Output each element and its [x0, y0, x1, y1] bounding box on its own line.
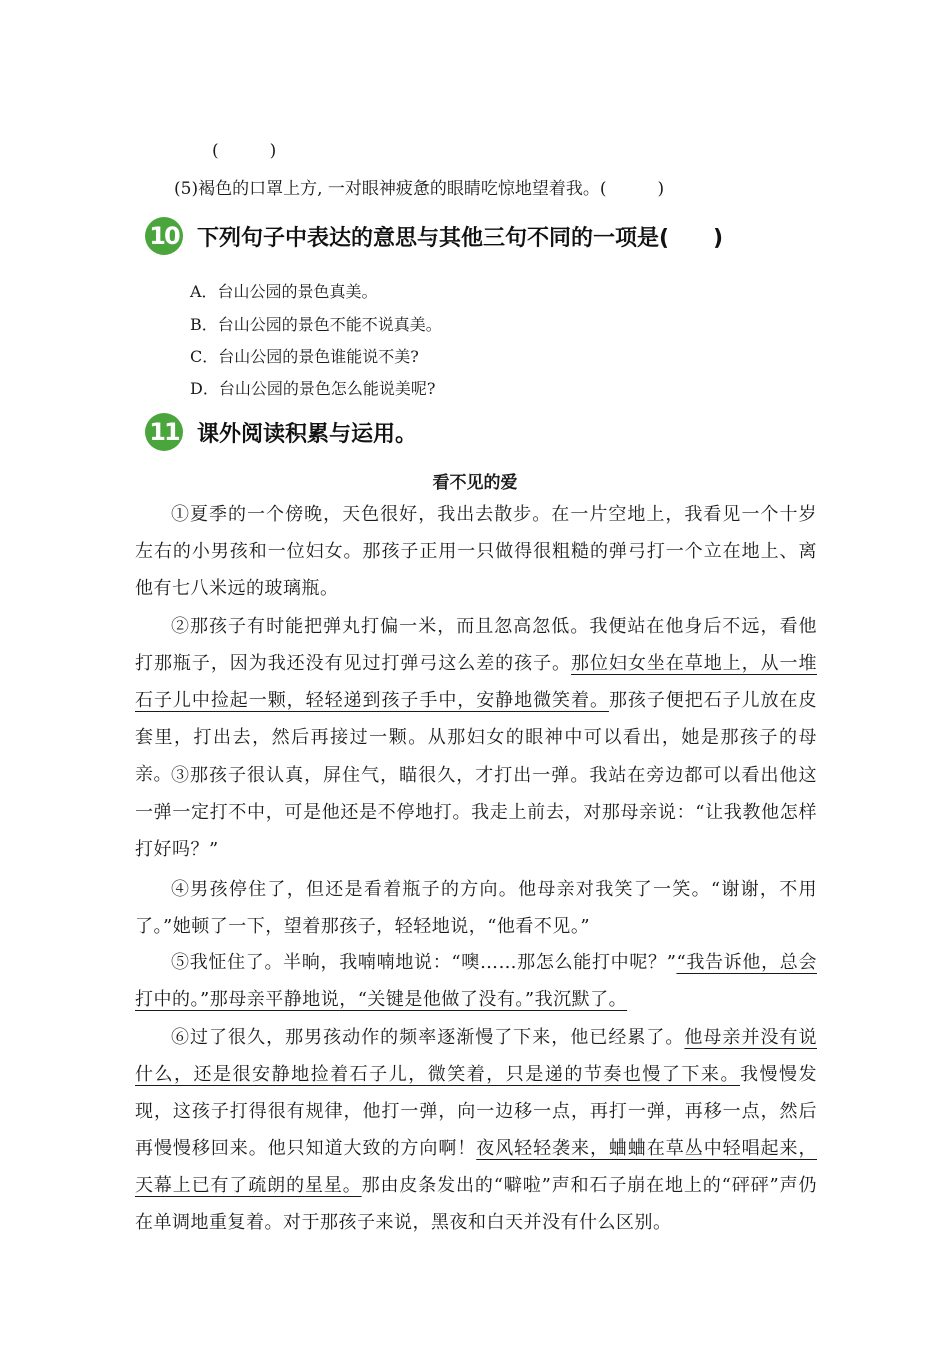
paragraph-6-text: ⑥过了很久，那男孩动作的频率逐渐慢了下来，他已经累了。: [171, 1027, 685, 1048]
paragraph-1: ①夏季的一个傍晚，天色很好，我出去散步。在一片空地上，我看见一个十岁左右的小男孩和一位妇女。那孩子正用一只做得很粗糙的弹弓打一个立在地上、离他有七八米远的玻璃瓶。: [135, 504, 817, 599]
underlined-sentence: 他母亲并没有说什么，还是很安静地捡着石子儿，微笑着，只是递的节奏也慢了下来。: [135, 1027, 817, 1085]
question-number-badge: 11: [145, 413, 183, 451]
question-item-5: (5)褐色的口罩上方, 一对眼神疲惫的眼睛吃惊地望着我。( ): [174, 179, 665, 199]
paragraph-5-text: ⑤我怔住了。半晌，我喃喃地说：“噢……那怎么能打中呢？”: [171, 952, 677, 973]
option-d: D．台山公园的景色怎么能说美呢?: [190, 379, 436, 398]
paragraph-5: [135, 944, 817, 1018]
paragraph-6-text-mid: 我慢慢发现，这孩子打得很有规律，他打一弹，向一边移一点，再打一弹，再移一点，然后再慢慢移回来。他只知道大致的方向啊！: [135, 1064, 817, 1159]
question-11-header: [145, 412, 417, 452]
paragraph-2-text-end: 那孩子便把石子儿放在皮套里，打出去，然后再接过一颗。从那妇女的眼神中可以看出，她是那孩子的母亲。: [135, 690, 818, 785]
question-10-header: [145, 216, 723, 256]
paragraph-4: ④男孩停住了，但还是看着瓶子的方向。他母亲对我笑了一笑。“谢谢，不用了。”她顿了一下，望着那孩子，轻轻地说，“他看不见。”: [135, 879, 817, 937]
question-number-badge: 10: [145, 217, 183, 255]
question-11-text: 课外阅读积累与运用。: [197, 421, 418, 447]
option-c: C．台山公园的景色谁能说不美?: [190, 347, 419, 366]
option-a: A．台山公园的景色真美。: [190, 282, 378, 301]
paragraph-2-text: ②那孩子有时能把弹丸打偏一米，而且忽高忽低。我便站在他身后不远，看他打那瓶子，因为我还没有见过打弹弓这么差的孩子。: [135, 616, 817, 674]
paragraph-6-text-end: 那由皮条发出的“噼啦”声和石子崩在地上的“砰砰”声仍在单调地重复着。对于那孩子来说，黑夜和白天并没有什么区别。: [135, 1175, 818, 1233]
article-title: 看不见的爱: [432, 473, 518, 493]
option-b: B．台山公园的景色不能不说真美。: [190, 315, 442, 334]
answer-parentheses: ( ): [212, 141, 277, 161]
underlined-sentence: “我告诉他，总会打中的。”那母亲平静地说，“关键是他做了没有。”我沉默了。: [135, 952, 817, 1010]
question-10-text: 下列句子中表达的意思与其他三句不同的一项是( ): [197, 225, 724, 251]
paragraph-6: [135, 1019, 817, 1241]
paragraph-3: ③那孩子很认真，屏住气，瞄很久，才打出一弹。我站在旁边都可以看出他这一弹一定打不中，可是他还是不停地打。我走上前去，对那母亲说：“让我教他怎样打好吗？”: [135, 765, 817, 860]
underlined-sentence: 夜风轻轻袭来，蛐蛐在草丛中轻唱起来，天幕上已有了疏朗的星星。: [135, 1138, 818, 1196]
underlined-sentence: 那位妇女坐在草地上，从一堆石子儿中捡起一颗，轻轻递到孩子手中，安静地微笑着。: [135, 653, 818, 711]
